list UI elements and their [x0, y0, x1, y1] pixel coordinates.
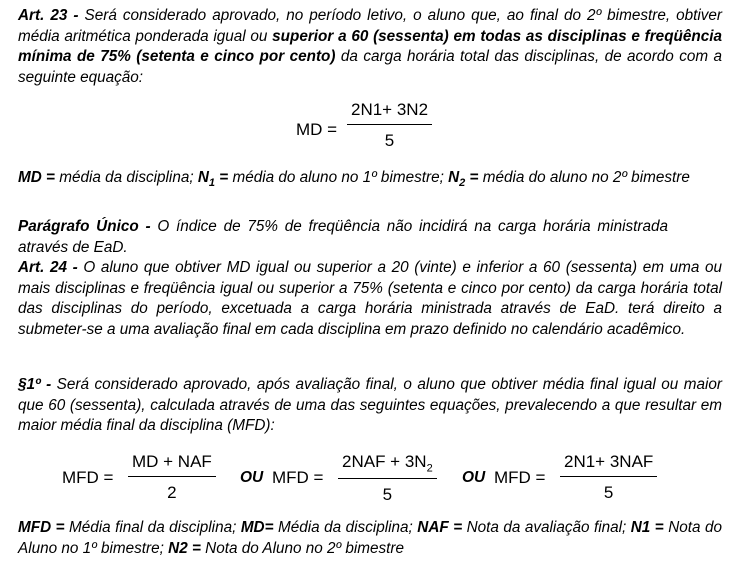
paragraph-1 — [18, 375, 722, 437]
article-24-label: Art. 24 - — [18, 259, 78, 276]
paragrafo-unico-text: O índice de 75% de freqüência não incidirá na carga horária ministrada através de EaD. — [18, 218, 668, 256]
equation-mfd-b-fraction — [338, 452, 437, 505]
paragraph-1-text: Será considerado aprovado, após avaliação final, o aluno que obtiver média final igual ou maior que 60 (sessenta), calculada através de uma das seguintes equações, prevalecendo a que resultar em maior média final da disciplina (MFD): — [18, 376, 722, 435]
legend-md — [18, 168, 722, 194]
article-23 — [18, 6, 722, 88]
paragraph-1-label: §1º - — [18, 376, 52, 393]
legend-naf-label: NAF = — [417, 519, 463, 536]
legend-n2-label: $N_2$ = — [448, 169, 479, 190]
equation-mfd-c-fraction — [560, 452, 657, 503]
article-23-label: Art. 23 - — [18, 7, 79, 24]
paragrafo-unico — [18, 217, 668, 258]
article-23-text: Será considerado aprovado, no período letivo, o aluno que, ao final do 2º bimestre, obtiver média aritmética ponderada igual ou — [18, 7, 723, 45]
equation-mfd — [0, 452, 744, 512]
article-23-bold-text: superior a 60 (sessenta) em todas as disciplinas e freqüência mínima de 75% (setenta e cinco por cento) — [18, 27, 722, 66]
article-24 — [18, 258, 722, 340]
legend-md-text: média da disciplina; — [54, 169, 198, 186]
legend-md2-label: MD= — [240, 519, 274, 536]
equation-md-numerator: 2N1+ 3N2 — [347, 100, 432, 125]
equation-mfd-b-numerator: $2NAF + 3N_2$ — [338, 452, 437, 479]
legend-n1b-label: N1 = — [630, 519, 664, 536]
equation-md — [0, 100, 744, 160]
equation-mfd-a-fraction — [128, 452, 216, 503]
legend-n2-text: média do aluno no 2º bimestre — [478, 169, 690, 186]
equation-mfd-a-denominator: 2 — [167, 483, 177, 502]
equation-or-1: OU — [240, 469, 264, 486]
equation-mfd-c-denominator: 5 — [603, 483, 614, 502]
legend-n1-text: média do aluno no 1º bimestre; — [228, 169, 449, 186]
legend-n2b-text: Nota do Aluno no 2º bimestre — [200, 539, 405, 557]
equation-md-denominator: 5 — [384, 131, 395, 150]
equation-mfd-a-numerator: MD + NAF — [128, 452, 216, 477]
legend-n1b-text: Nota do Aluno no 1º bimestre; — [18, 519, 722, 557]
legend-md-label: MD = — [18, 169, 55, 186]
legend-md2-text: Média da disciplina; — [273, 519, 418, 536]
legend-mfd — [18, 518, 722, 559]
legend-n2b-label: N2 = — [168, 539, 201, 557]
equation-mfd-a-lhs: MFD = — [62, 468, 114, 487]
equation-md-fraction — [347, 100, 432, 151]
legend-mfd-text: Média final da disciplina; — [64, 519, 241, 536]
equation-mfd-c-numerator: 2N1+ 3NAF — [560, 452, 657, 477]
legend-naf-text: Nota da avaliação final; — [462, 519, 631, 536]
article-24-text: O aluno que obtiver MD igual ou superior a 20 (vinte) e inferior a 60 (sessenta) em uma ou mais disciplinas e freqüência igual ou superior a 75% (setenta e cinco por cento) da carga horária total das disciplinas do período, excetuada a carga horária ministrada através de EaD. terá direito a submeter-se a uma avaliação final em cada disciplina em prazo definido no calendário acadêmico. — [18, 259, 723, 338]
legend-mfd-label: MFD = — [18, 519, 65, 536]
equation-mfd-c-lhs: MFD = — [494, 468, 546, 487]
equation-or-2: OU — [462, 469, 486, 486]
equation-mfd-b-lhs: MFD = — [272, 468, 324, 487]
article-23-text-end: da carga horária total das disciplinas, de acordo com a seguinte equação: — [18, 48, 723, 86]
legend-n1-label: $N_1$ = — [197, 169, 229, 190]
equation-md-lhs: MD = — [296, 120, 338, 139]
equation-mfd-b-denominator: 5 — [382, 485, 393, 505]
paragrafo-unico-label: Parágrafo Único - — [18, 218, 151, 235]
